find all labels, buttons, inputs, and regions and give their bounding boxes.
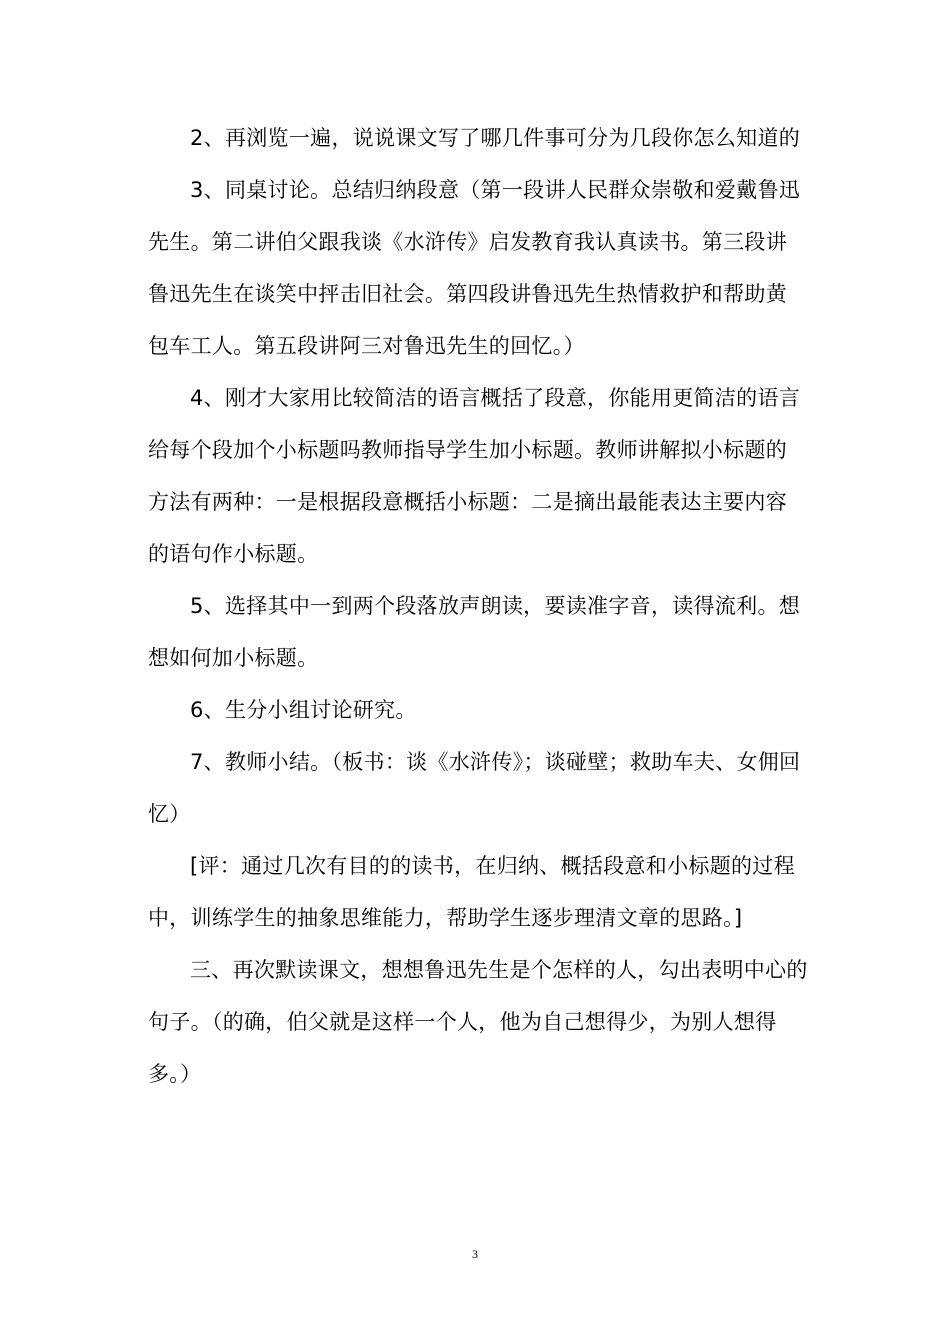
body-text — [148, 112, 808, 1100]
paragraph-comment: [评：通过几次有目的的读书，在归纳、概括段意和小标题的过程中，训练学生的抽象思维能力，帮助学生逐步理清文章的思路。] — [148, 854, 795, 930]
paragraph-step-4: 4、刚才大家用比较简洁的语言概括了段意，你能用更简洁的语言给每个段加个小标题吗教师指导学生加小标题。教师讲解拟小标题的方法有两种：一是根据段意概括小标题：二是摘出最能表达主要内容的语句作小标题。 — [148, 386, 801, 566]
paragraph-step-6: 6、生分小组讨论研究。 — [190, 698, 417, 722]
paragraph-step-2: 2、再浏览一遍，说说课文写了哪几件事可分为几段你怎么知道的 — [190, 126, 801, 150]
paragraph-step-5: 5、选择其中一到两个段落放声朗读，要读准字音，读得流利。想想如何加小标题。 — [148, 594, 801, 670]
paragraph-step-3: 3、同桌讨论。总结归纳段意（第一段讲人民群众崇敬和爱戴鲁迅先生。第二讲伯父跟我谈《水浒传》启发教育我认真读书。第三段讲鲁迅先生在谈笑中抨击旧社会。第四段讲鲁迅先生热情救护和帮助黄包车工人。第五段讲阿三对鲁迅先生的回忆。） — [148, 178, 801, 358]
paragraph-step-7: 7、教师小结。（板书：谈《水浒传》；谈碰壁；救助车夫、女佣回忆） — [148, 750, 801, 826]
page-number: 3 — [472, 1247, 478, 1261]
paragraph-section-3: 三、再次默读课文，想想鲁迅先生是个怎样的人，勾出表明中心的句子。（的确，伯父就是这样一个人，他为自己想得少，为别人想得多。） — [148, 958, 808, 1086]
